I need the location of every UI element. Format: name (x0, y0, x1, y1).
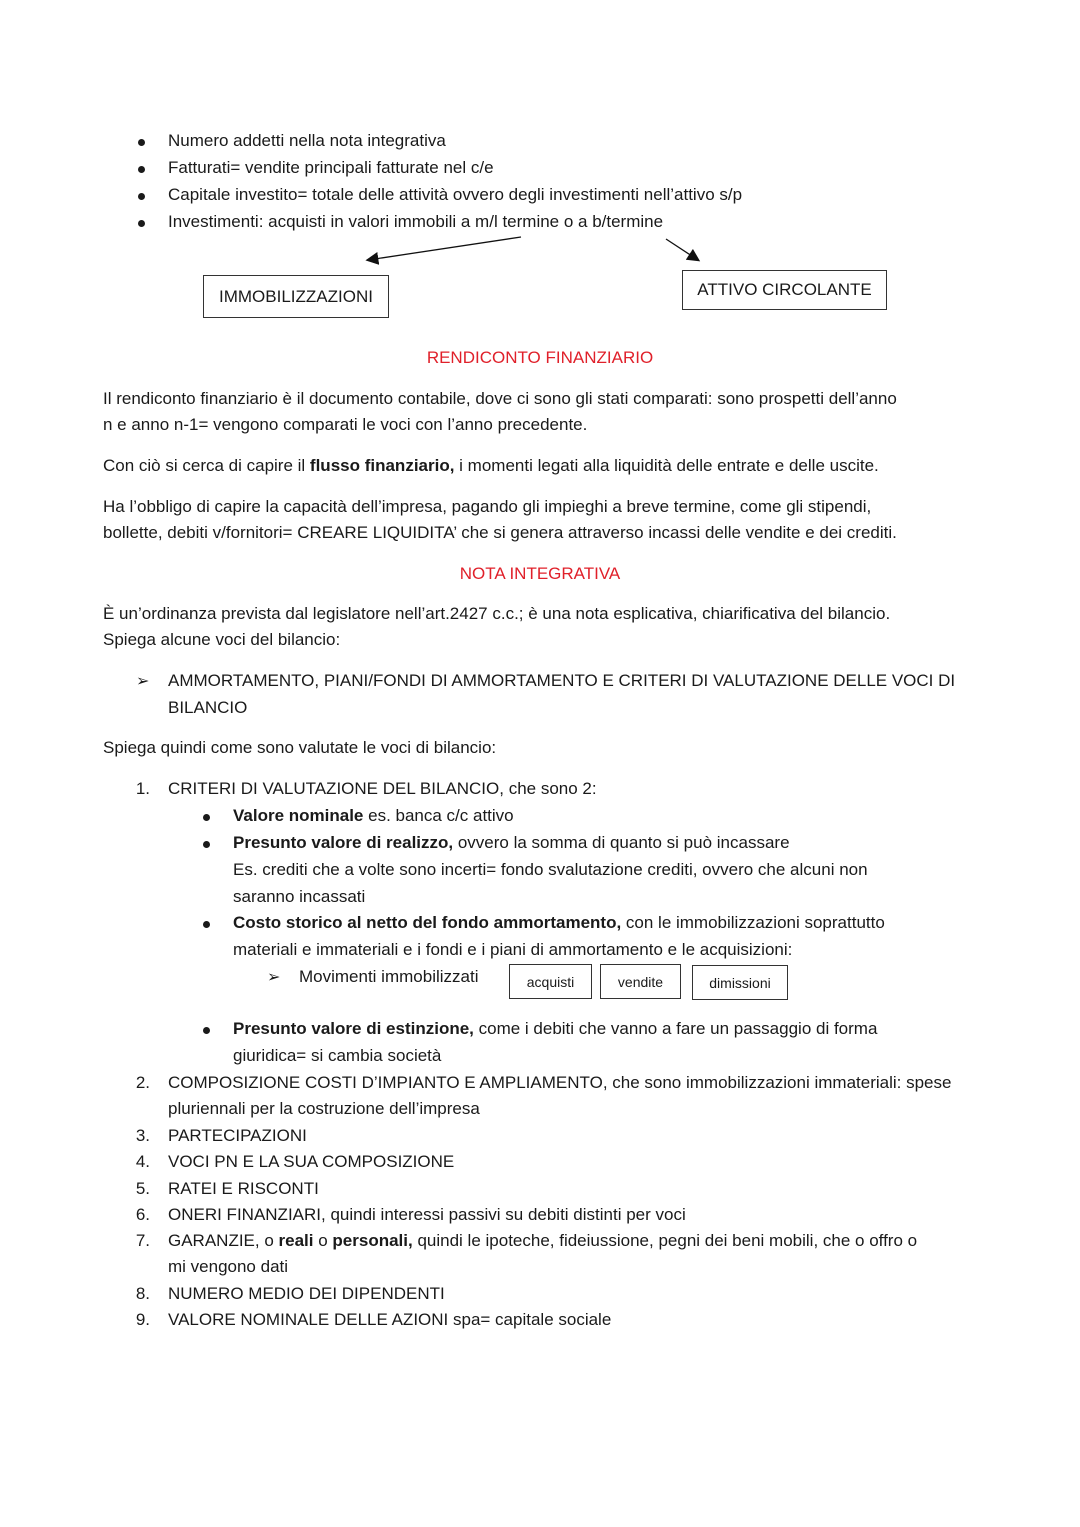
bullet-text: Capitale investito= totale delle attività ovvero degli investimenti nell’attivo s/p (168, 185, 743, 204)
list-item-2-line1: COMPOSIZIONE COSTI D’IMPIANTO E AMPLIAMENTO, che sono immobilizzazioni immateriali: spese (168, 1073, 952, 1092)
rendiconto-p1-line1: Il rendiconto finanziario è il documento contabile, dove ci sono gli stati comparati: sono prospetti dell’anno (103, 389, 897, 408)
nota-p2: Spiega quindi come sono valutate le voci di bilancio: (103, 738, 497, 757)
sub-item-b-line3: saranno incassati (233, 887, 366, 906)
arrow-bullet-icon: ➢ (136, 673, 150, 690)
diagram-arrows-icon (0, 0, 1080, 330)
nota-arrow-item-line1: AMMORTAMENTO, PIANI/FONDI DI AMMORTAMENTO E CRITERI DI VALUTAZIONE DELLE VOCI DI (168, 671, 956, 690)
list-item-7-line1 (168, 1231, 917, 1251)
rendiconto-heading: RENDICONTO FINANZIARIO (426, 348, 654, 367)
vendite-box: vendite (600, 964, 681, 999)
bold-text: personali, (332, 1231, 413, 1250)
list-number: 3. (135, 1126, 150, 1145)
list-item-1: CRITERI DI VALUTAZIONE DEL BILANCIO, che sono 2: (168, 779, 597, 798)
text: ovvero la somma di quanto si può incassare (453, 833, 790, 852)
sub-item-d-line2: giuridica= si cambia società (233, 1046, 442, 1065)
list-item-3: PARTECIPAZIONI (168, 1126, 307, 1145)
bold-text: Presunto valore di estinzione, (233, 1019, 474, 1038)
list-item-5: RATEI E RISCONTI (168, 1179, 319, 1198)
rendiconto-p3-line1: Ha l’obbligo di capire la capacità dell’impresa, pagando gli impieghi a breve termine, come gli stipendi, (103, 497, 872, 516)
sub-item-presunto-realizzo (233, 833, 790, 853)
list-number: 7. (135, 1231, 150, 1250)
text: Con ciò si cerca di capire il (103, 456, 310, 475)
text: come i debiti che vanno a fare un passaggio di forma (473, 1019, 878, 1038)
list-item-4: VOCI PN E LA SUA COMPOSIZIONE (168, 1152, 455, 1171)
dimissioni-box: dimissioni (692, 965, 788, 1000)
bullet-text: Investimenti: acquisti in valori immobili a m/l termine o a b/termine (168, 212, 664, 231)
bullet-icon (203, 841, 210, 848)
bold-text: reali (278, 1231, 314, 1250)
list-number: 4. (135, 1152, 150, 1171)
sub-item-costo-storico (233, 913, 885, 933)
list-number: 9. (135, 1310, 150, 1329)
rendiconto-p2 (103, 456, 879, 476)
bullet-text: Numero addetti nella nota integrativa (168, 131, 446, 150)
list-item-7-line2: mi vengono dati (168, 1257, 289, 1276)
list-number: 2. (135, 1073, 150, 1092)
rendiconto-p1-line2: n e anno n-1= vengono comparati le voci con l’anno precedente. (103, 415, 588, 434)
nota-arrow-item-line2: BILANCIO (168, 698, 248, 717)
movimenti-immobilizzati: Movimenti immobilizzati (299, 967, 479, 986)
list-number: 6. (135, 1205, 150, 1224)
bold-text: Valore nominale (233, 806, 364, 825)
nota-p1-line1: È un’ordinanza prevista dal legislatore nell’art.2427 c.c.; è una nota esplicativa, chiarificativa del bilancio. (103, 604, 891, 623)
bullet-icon (203, 814, 210, 821)
bullet-icon (203, 1027, 210, 1034)
bullet-text: Fatturati= vendite principali fatturate nel c/e (168, 158, 494, 177)
sub-item-valore-nominale (233, 806, 514, 826)
text: o (313, 1231, 333, 1250)
text: i momenti legati alla liquidità delle entrate e delle uscite. (454, 456, 879, 475)
list-number: 1. (135, 779, 150, 798)
list-number: 5. (135, 1179, 150, 1198)
sub-item-presunto-estinzione (233, 1019, 877, 1039)
list-number: 8. (135, 1284, 150, 1303)
text: es. banca c/c attivo (363, 806, 514, 825)
list-item-8: NUMERO MEDIO DEI DIPENDENTI (168, 1284, 445, 1303)
bold-text: Costo storico al netto del fondo ammortamento, (233, 913, 622, 932)
immobilizzazioni-box: IMMOBILIZZAZIONI (203, 275, 389, 318)
list-item-9: VALORE NOMINALE DELLE AZIONI spa= capitale sociale (168, 1310, 612, 1329)
rendiconto-p3-line2: bollette, debiti v/fornitori= CREARE LIQUIDITA’ che si genera attraverso incassi delle vendite e dei crediti. (103, 523, 897, 542)
text: quindi le ipoteche, fideiussione, pegni dei beni mobili, che o offro o (412, 1231, 918, 1250)
arrow-bullet-icon: ➢ (267, 969, 281, 986)
bullet-icon (203, 921, 210, 928)
acquisti-box: acquisti (509, 964, 592, 999)
list-item-6: ONERI FINANZIARI, quindi interessi passivi su debiti distinti per voci (168, 1205, 686, 1224)
nota-heading: NOTA INTEGRATIVA (459, 564, 621, 583)
bold-text: Presunto valore di realizzo, (233, 833, 454, 852)
text: GARANZIE, o (168, 1231, 279, 1250)
bold-text: flusso finanziario, (309, 456, 455, 475)
nota-p1-line2: Spiega alcune voci del bilancio: (103, 630, 341, 649)
text: con le immobilizzazioni soprattutto (621, 913, 885, 932)
sub-item-b-line2: Es. crediti che a volte sono incerti= fondo svalutazione crediti, ovvero che alcuni non (233, 860, 868, 879)
list-item-2-line2: pluriennali per la costruzione dell’impresa (168, 1099, 480, 1118)
attivo-circolante-box: ATTIVO CIRCOLANTE (682, 270, 887, 310)
sub-item-c-line2: materiali e immateriali e i fondi e i piani di ammortamento e le acquisizioni: (233, 940, 793, 959)
